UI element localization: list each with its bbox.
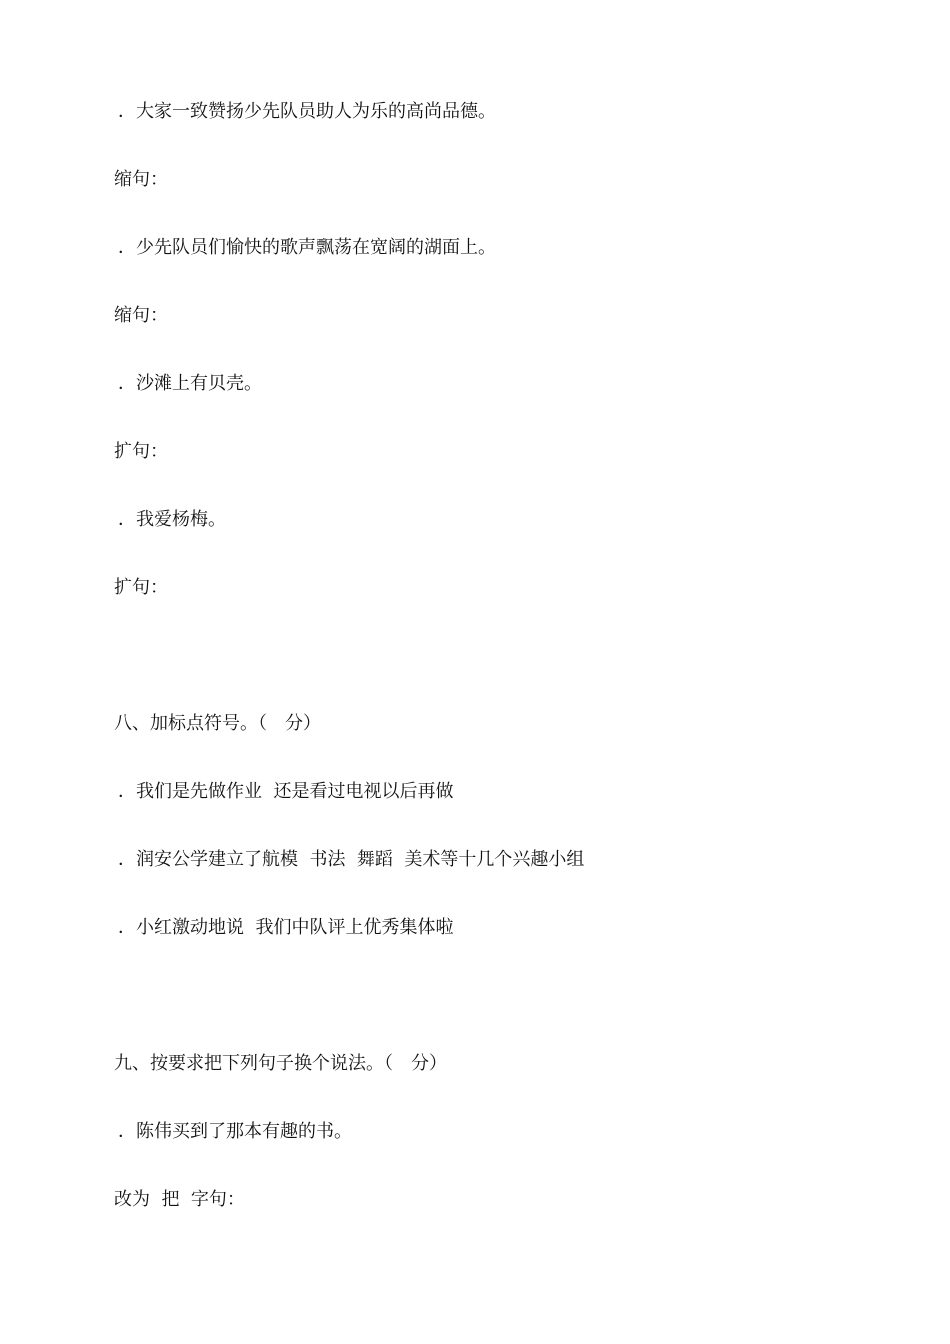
answer-prompt-3: 扩句： (114, 441, 168, 462)
exercise-item-3: ．沙滩上有贝壳。 (118, 373, 262, 394)
exercise-item-4: ．我爱杨梅。 (118, 509, 226, 530)
exercise-item-1: ．大家一致赞扬少先队员助人为乐的高尚品德。 (118, 101, 496, 122)
section-heading-8: 八、加标点符号。（ 分） (114, 713, 321, 734)
punctuation-item-3: ．小红激动地说 我们中队评上优秀集体啦 (118, 917, 454, 938)
answer-prompt-4: 扩句： (114, 577, 168, 598)
answer-prompt-1: 缩句： (114, 169, 168, 190)
rewrite-item-1: ．陈伟买到了那本有趣的书。 (118, 1121, 352, 1142)
punctuation-item-1: ．我们是先做作业 还是看过电视以后再做 (118, 781, 454, 802)
rewrite-prompt-1: 改为 把 字句： (114, 1189, 245, 1210)
section-heading-9: 九、按要求把下列句子换个说法。（ 分） (114, 1053, 447, 1074)
answer-prompt-2: 缩句： (114, 305, 168, 326)
exercise-item-2: ．少先队员们愉快的歌声飘荡在宽阔的湖面上。 (118, 237, 496, 258)
punctuation-item-2: ．润安公学建立了航模 书法 舞蹈 美术等十几个兴趣小组 (118, 849, 585, 870)
